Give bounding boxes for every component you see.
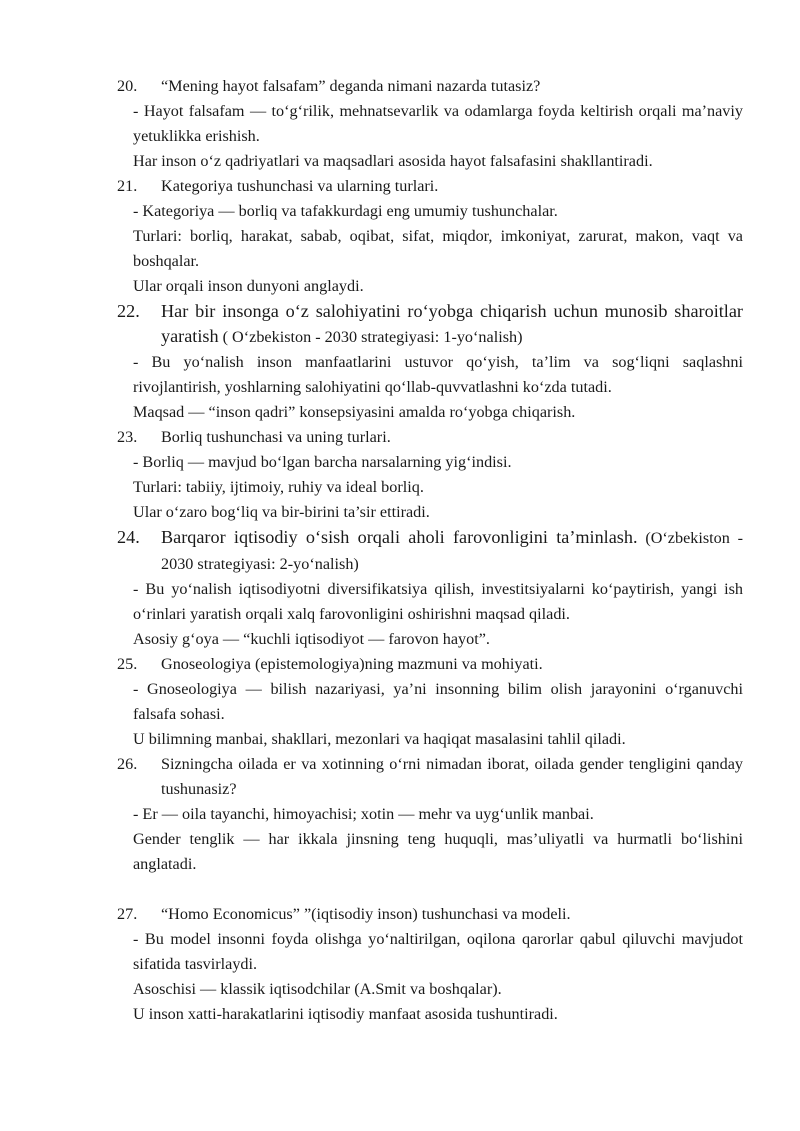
question-26 [117, 752, 743, 877]
answer-line: U bilimning manbai, shakllari, mezonlari va haqiqat masalasini tahlil qiladi. [133, 730, 626, 748]
question-text: Sizningcha oilada er va xotinning o‘rni nimadan iborat, oilada gender tengligini qanday tushunasiz? [161, 755, 743, 798]
answer-line: Maqsad — “inson qadri” konsepsiyasini amalda ro‘yobga chiqarish. [133, 403, 576, 421]
question-text: Barqaror iqtisodiy o‘sish orqali aholi farovonligini ta’minlash. [161, 527, 638, 547]
question-number: 27. [117, 905, 138, 923]
question-number: 26. [117, 755, 138, 773]
answer-line: - Er — oila tayanchi, himoyachisi; xotin — mehr va uyg‘unlik manbai. [133, 805, 594, 823]
question-number: 20. [117, 77, 138, 95]
answer-line: Turlari: borliq, harakat, sabab, oqibat, sifat, miqdor, imkoniyat, zarurat, makon, vaqt va boshqalar. [133, 227, 743, 270]
question-22 [117, 299, 743, 425]
answer-line: Har inson o‘z qadriyatlari va maqsadlari asosida hayot falsafasini shakllantiradi. [133, 152, 653, 170]
question-text: Gnoseologiya (epistemologiya)ning mazmuni va mohiyati. [161, 655, 543, 673]
answer-line: Ular o‘zaro bog‘liq va bir-birini ta’sir ettiradi. [133, 503, 430, 521]
answer-line: U inson xatti-harakatlarini iqtisodiy manfaat asosida tushuntiradi. [133, 1005, 558, 1023]
question-20 [117, 74, 743, 174]
question-subtitle: ( O‘zbekiston - 2030 strategiyasi: 1-yo‘nalish) [218, 328, 523, 346]
question-number: 21. [117, 177, 138, 195]
question-text: “Mening hayot falsafam” deganda nimani nazarda tutasiz? [161, 77, 541, 95]
answer-line: - Bu model insonni foyda olishga yo‘naltirilgan, oqilona qarorlar qabul qiluvchi mavjudot sifatida tasvirlaydi. [133, 930, 743, 973]
answer-line: - Kategoriya — borliq va tafakkurdagi eng umumiy tushunchalar. [133, 202, 558, 220]
question-text: Borliq tushunchasi va uning turlari. [161, 428, 391, 446]
question-23 [117, 425, 743, 525]
question-subtitle: (O‘zbekiston - 2030 strategiyasi: 2-yo‘nalish) [161, 529, 743, 573]
question-24 [117, 525, 743, 652]
question-25 [117, 652, 743, 752]
answer-line: - Hayot falsafam — to‘g‘rilik, mehnatsevarlik va odamlarga foyda keltirish orqali ma’naviy yetuklikka erishish. [133, 102, 743, 145]
answer-line: Asoschisi — klassik iqtisodchilar (A.Smit va boshqalar). [133, 980, 502, 998]
question-text: Kategoriya tushunchasi va ularning turlari. [161, 177, 439, 195]
answer-line: - Gnoseologiya — bilish nazariyasi, ya’ni insonning bilim olish jarayonini o‘rganuvchi falsafa sohasi. [133, 680, 743, 723]
question-number: 23. [117, 428, 138, 446]
question-text: “Homo Economicus” ”(iqtisodiy inson) tushunchasi va modeli. [161, 905, 571, 923]
question-number: 24. [117, 527, 140, 547]
question-number: 25. [117, 655, 138, 673]
answer-line: - Bu yo‘nalish inson manfaatlarini ustuvor qo‘yish, ta’lim va sog‘liqni saqlashni rivojlantirish, yoshlarning salohiyatini qo‘llab-quvvatlashni ko‘zda tutadi. [133, 353, 743, 396]
document-page [117, 74, 743, 1027]
answer-line: Asosiy g‘oya — “kuchli iqtisodiyot — farovon hayot”. [133, 630, 490, 648]
answer-line: - Borliq — mavjud bo‘lgan barcha narsalarning yig‘indisi. [133, 453, 512, 471]
answer-line: Gender tenglik — har ikkala jinsning teng huquqli, mas’uliyatli va hurmatli bo‘lishini anglatadi. [133, 830, 743, 873]
answer-line: Turlari: tabiiy, ijtimoiy, ruhiy va ideal borliq. [133, 478, 424, 496]
answer-line: Ular orqali inson dunyoni anglaydi. [133, 277, 364, 295]
question-number: 22. [117, 301, 140, 321]
question-27 [117, 902, 743, 1027]
question-text: Har bir insonga o‘z salohiyatini ro‘yobga chiqarish uchun munosib sharoitlar yaratish [161, 301, 743, 346]
answer-line: - Bu yo‘nalish iqtisodiyotni diversifikatsiya qilish, investitsiyalarni ko‘paytirish, yangi ish o‘rinlari yaratish orqali xalq farovonligini oshirishni maqsad qiladi. [133, 580, 743, 623]
question-21 [117, 174, 743, 299]
blank-line [117, 877, 743, 902]
